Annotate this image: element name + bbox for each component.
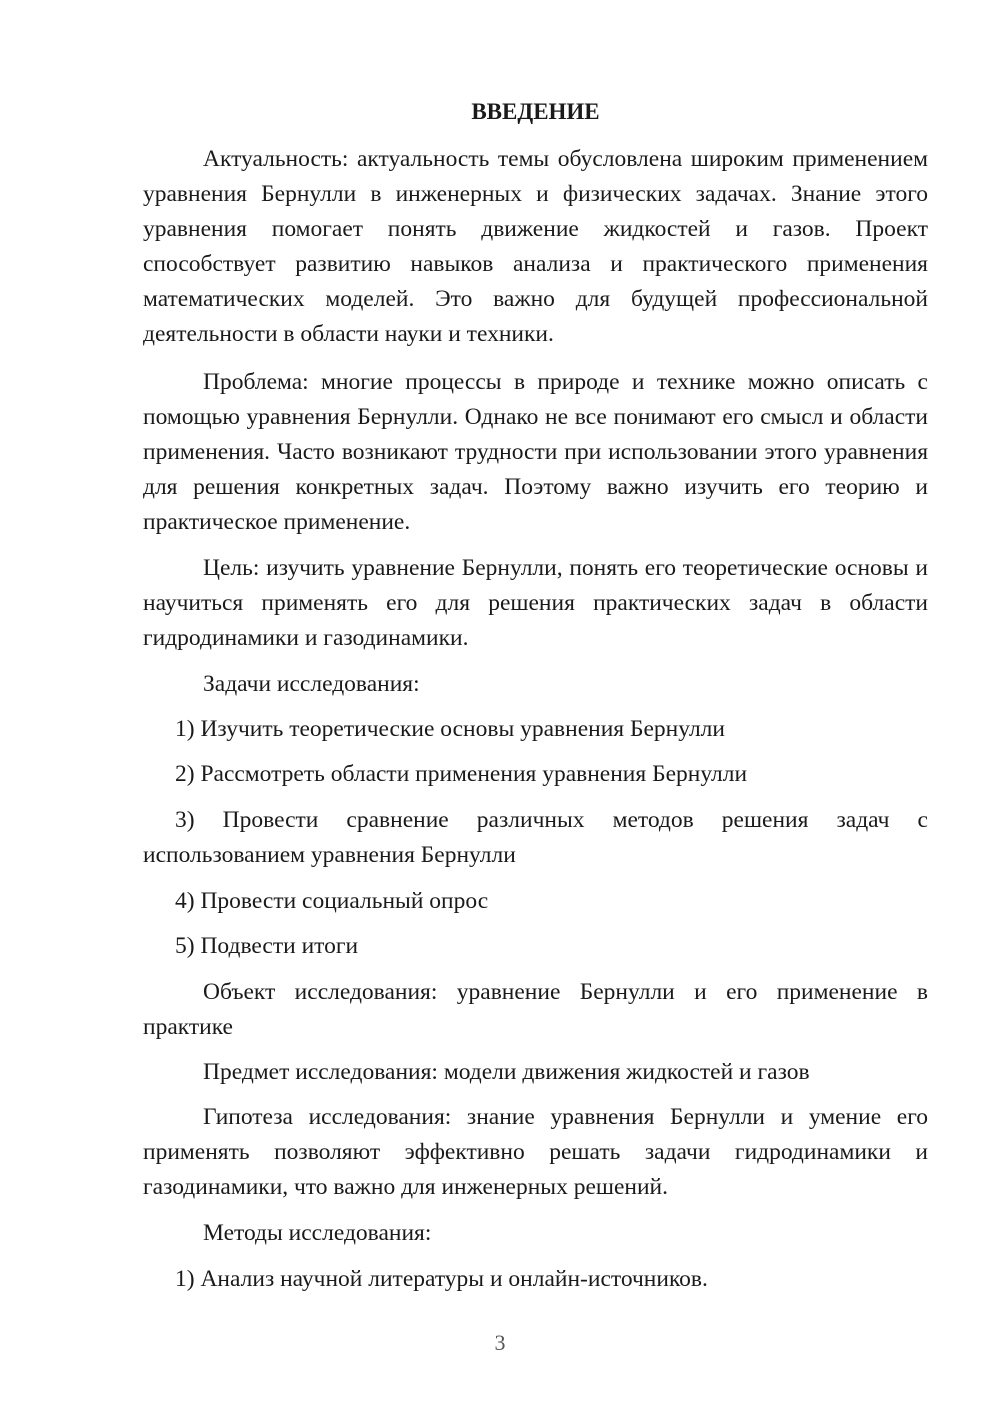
methods-heading: Методы исследования: — [203, 1220, 432, 1246]
method-item-1: 1) Анализ научной литературы и онлайн-источников. — [175, 1266, 708, 1292]
tasks-heading: Задачи исследования: — [203, 671, 420, 697]
page-title: ВВЕДЕНИЕ — [471, 99, 600, 124]
task-item-4: 4) Провести социальный опрос — [175, 888, 489, 914]
task-item-3: 3) Провести сравнение различных методов решения задач с использованием уравнения Бернулли — [143, 807, 928, 868]
page-number: 3 — [494, 1330, 506, 1355]
task-item-5: 5) Подвести итоги — [175, 933, 359, 959]
paragraph-problem: Проблема: многие процессы в природе и технике можно описать с помощью уравнения Бернулли. Однако не все понимают его смысл и области применения. Часто возникают трудности при использовании этого уравнения для решения конкретных задач. Поэтому важно изучить его теорию и практическое применение. — [143, 369, 928, 535]
paragraph-object: Объект исследования: уравнение Бернулли и его применение в практике — [143, 979, 928, 1040]
task-item-1: 1) Изучить теоретические основы уравнения Бернулли — [175, 716, 725, 742]
paragraph-hypothesis: Гипотеза исследования: знание уравнения Бернулли и умение его применять позволяют эффективно решать задачи гидродинамики и газодинамики, что важно для инженерных решений. — [143, 1104, 928, 1200]
paragraph-relevance: Актуальность: актуальность темы обусловлена широким применением уравнения Бернулли в инженерных и физических задачах. Знание этого уравнения помогает понять движение жидкостей и газов. Проект способствует развитию навыков анализа и практического применения математических моделей. Это важно для будущей профессиональной деятельности в области науки и техники. — [143, 146, 928, 347]
paragraph-subject: Предмет исследования: модели движения жидкостей и газов — [203, 1059, 810, 1085]
paragraph-goal: Цель: изучить уравнение Бернулли, понять его теоретические основы и научиться применять его для решения практических задач в области гидродинамики и газодинамики. — [143, 555, 928, 651]
task-item-2: 2) Рассмотреть области применения уравнения Бернулли — [175, 761, 748, 787]
